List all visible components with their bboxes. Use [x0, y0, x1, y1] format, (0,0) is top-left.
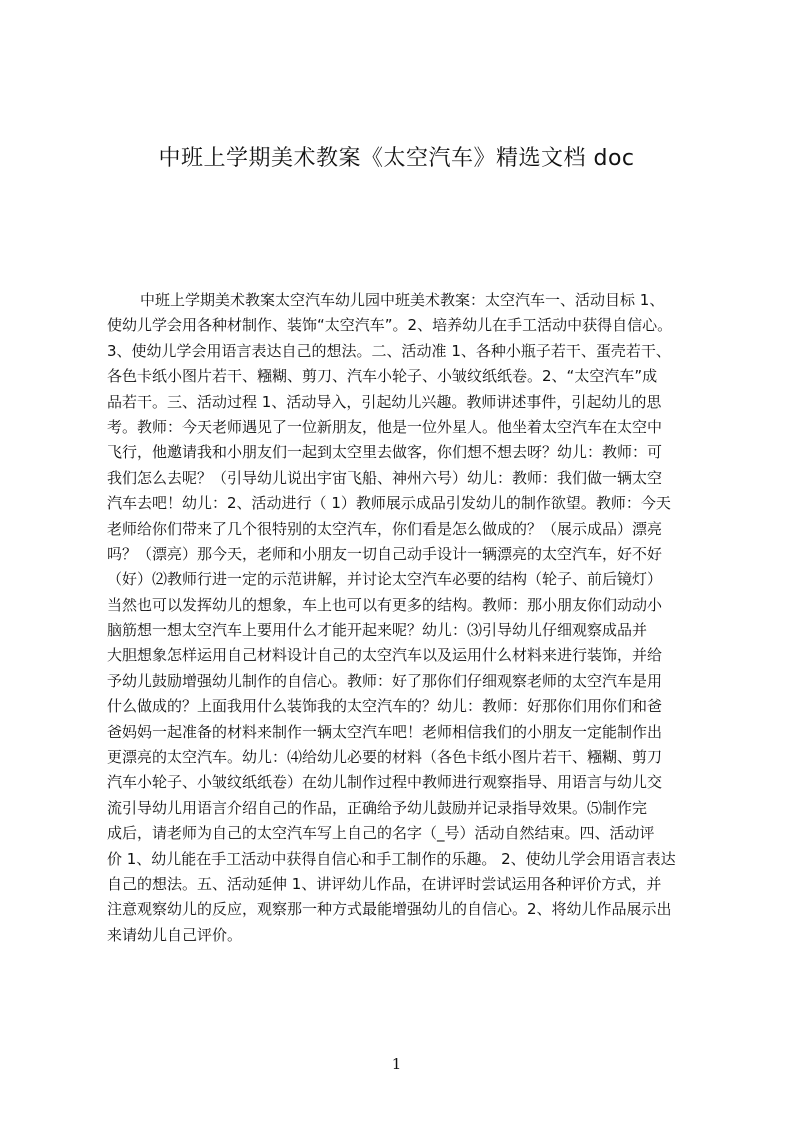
document-title: 中班上学期美术教案《太空汽车》精选文档 doc	[158, 146, 635, 171]
body-line: 3、使幼儿学会用语言表达自己的想法。二、活动准 1、各种小瓶子若干、蛋壳若干、	[107, 341, 671, 360]
body-line: 飞行，他邀请我和小朋友们一起到太空里去做客，你们想不想去呀？幼儿：教师：可	[107, 443, 663, 462]
body-line: 注意观察幼儿的反应，观察那一种方式最能增强幼儿的自信心。2、将幼儿作品展示出	[107, 900, 672, 919]
body-line: 我们怎么去呢？（引导幼儿说出宇宙飞船、神州六号）幼儿：教师：我们做一辆太空	[107, 468, 663, 487]
body-line: 自己的想法。五、活动延伸 1、讲评幼儿作品，在讲评时尝试运用各种评价方式，并	[107, 874, 662, 893]
page-number: 1	[391, 1055, 402, 1073]
body-line: 考。教师：今天老师遇见了一位新朋友，他是一位外星人。他坐着太空汽车在太空中	[107, 417, 663, 436]
body-line: 中班上学期美术教案太空汽车幼儿园中班美术教案：太空汽车一、活动目标 1、	[140, 291, 665, 309]
body-line: 大胆想象怎样运用自己材料设计自己的太空汽车以及运用什么材料来进行装饰，并给	[107, 646, 663, 665]
document-body	[107, 288, 700, 948]
body-line: 品若干。三、活动过程 1、活动导入，引起幼儿兴趣。教师讲述事件，引起幼儿的思	[107, 392, 662, 411]
body-line: 予幼儿鼓励增强幼儿制作的自信心。教师：好了那你们仔细观察老师的太空汽车是用	[107, 671, 663, 690]
body-line: 汽车小轮子、小皱纹纸纸卷）在幼儿制作过程中教师进行观察指导、用语言与幼儿交	[107, 773, 663, 792]
body-line: 爸妈妈一起准备的材料来制作一辆太空汽车吧！老师相信我们的小朋友一定能制作出	[107, 722, 663, 741]
body-line: 使幼儿学会用各种材制作、装饰“太空汽车”。2、培养幼儿在手工活动中获得自信心。	[107, 316, 673, 335]
body-line: 老师给你们带来了几个很特别的太空汽车，你们看是怎么做成的？（展示成品）漂亮	[107, 519, 663, 538]
body-line: 各色卡纸小图片若干、糨糊、剪刀、汽车小轮子、小皱纹纸纸卷。2、“太空汽车”成	[107, 367, 658, 386]
body-line: （好）⑵教师行进一定的示范讲解，并讨论太空汽车必要的结构（轮子、前后镜灯）	[107, 570, 663, 589]
body-line: 汽车去吧！幼儿：2、活动进行（ 1）教师展示成品引发幼儿的制作欲望。教师：今天	[107, 494, 671, 513]
body-line: 价 1、幼儿能在手工活动中获得自信心和手工制作的乐趣。 2、使幼儿学会用语言表达	[107, 849, 676, 868]
body-line: 更漂亮的太空汽车。幼儿：⑷给幼儿必要的材料（各色卡纸小图片若干、糨糊、剪刀	[107, 748, 663, 767]
body-line: 流引导幼儿用语言介绍自己的作品，正确给予幼儿鼓励并记录指导效果。⑸制作完	[107, 798, 648, 817]
body-line: 成后，请老师为自己的太空汽车写上自己的名字（_号）活动自然结束。四、活动评	[107, 824, 655, 843]
body-line: 什么做成的？上面我用什么装饰我的太空汽车的？幼儿：教师：好那你们用你们和爸	[107, 697, 663, 716]
body-line: 脑筋想一想太空汽车上要用什么才能开起来呢？幼儿：⑶引导幼儿仔细观察成品并	[107, 621, 648, 640]
body-line: 吗？（漂亮）那今天，老师和小朋友一切自己动手设计一辆漂亮的太空汽车，好不好	[107, 544, 663, 563]
body-line: 当然也可以发挥幼儿的想象，车上也可以有更多的结构。教师：那小朋友你们动动小	[107, 595, 663, 614]
body-line: 来请幼儿自己评价。	[107, 925, 243, 944]
